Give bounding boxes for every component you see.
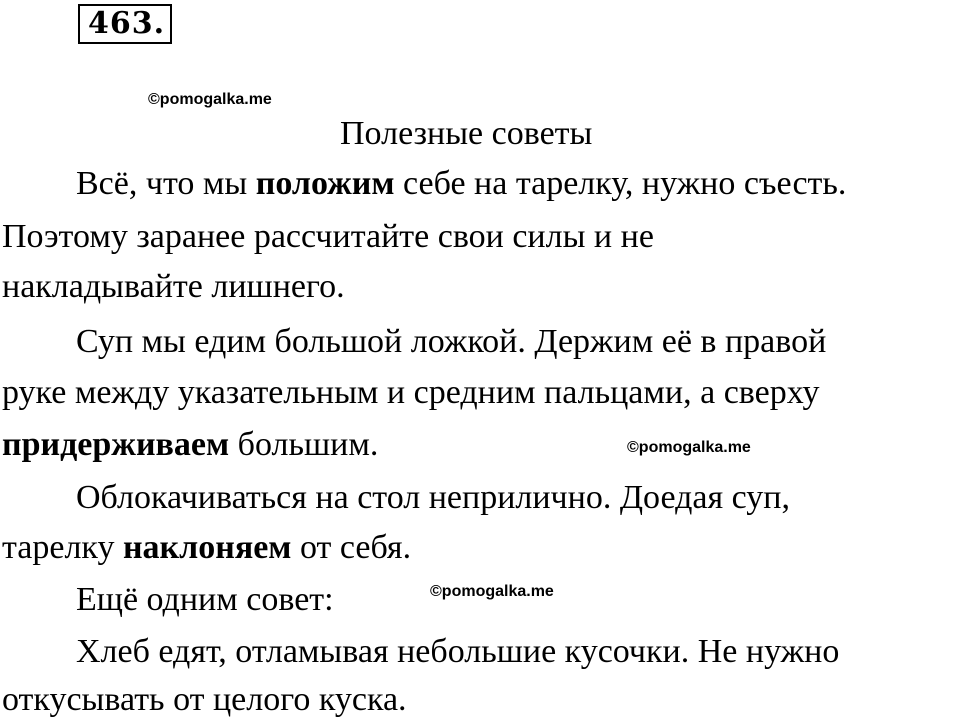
text-fragment: Всё, что мы <box>76 165 256 202</box>
watermark: ©pomogalka.me <box>627 439 751 456</box>
text-line: руке между указательным и средним пальцами, а сверху <box>2 374 820 411</box>
text-fragment: от себя. <box>291 529 412 566</box>
text-line: Хлеб едят, отламывая небольшие кусочки. Не нужно <box>76 633 840 670</box>
text-line <box>2 425 378 465</box>
text-line: Поэтому заранее рассчитайте свои силы и не <box>2 218 654 255</box>
exercise-number: 463. <box>78 4 172 44</box>
bold-word: положим <box>255 165 395 202</box>
text-line: Ещё одним совет: <box>76 581 334 618</box>
text-line <box>76 164 846 204</box>
text-line: откусывать от целого куска. <box>2 681 407 718</box>
text-line: Суп мы едим большой ложкой. Держим её в правой <box>76 323 827 360</box>
bold-word: наклоняем <box>122 529 292 566</box>
text-fragment: большим. <box>229 426 379 463</box>
text-fragment: тарелку <box>2 529 123 566</box>
bold-word: придерживаем <box>2 426 230 463</box>
text-fragment: себе на тарелку, нужно съесть. <box>394 165 847 202</box>
text-title: Полезные советы <box>340 115 593 152</box>
text-line: Облокачиваться на стол неприлично. Доедая суп, <box>76 479 790 516</box>
text-line: накладывайте лишнего. <box>2 268 345 305</box>
text-line <box>2 528 411 568</box>
watermark: ©pomogalka.me <box>430 583 554 600</box>
watermark: ©pomogalka.me <box>148 91 272 108</box>
